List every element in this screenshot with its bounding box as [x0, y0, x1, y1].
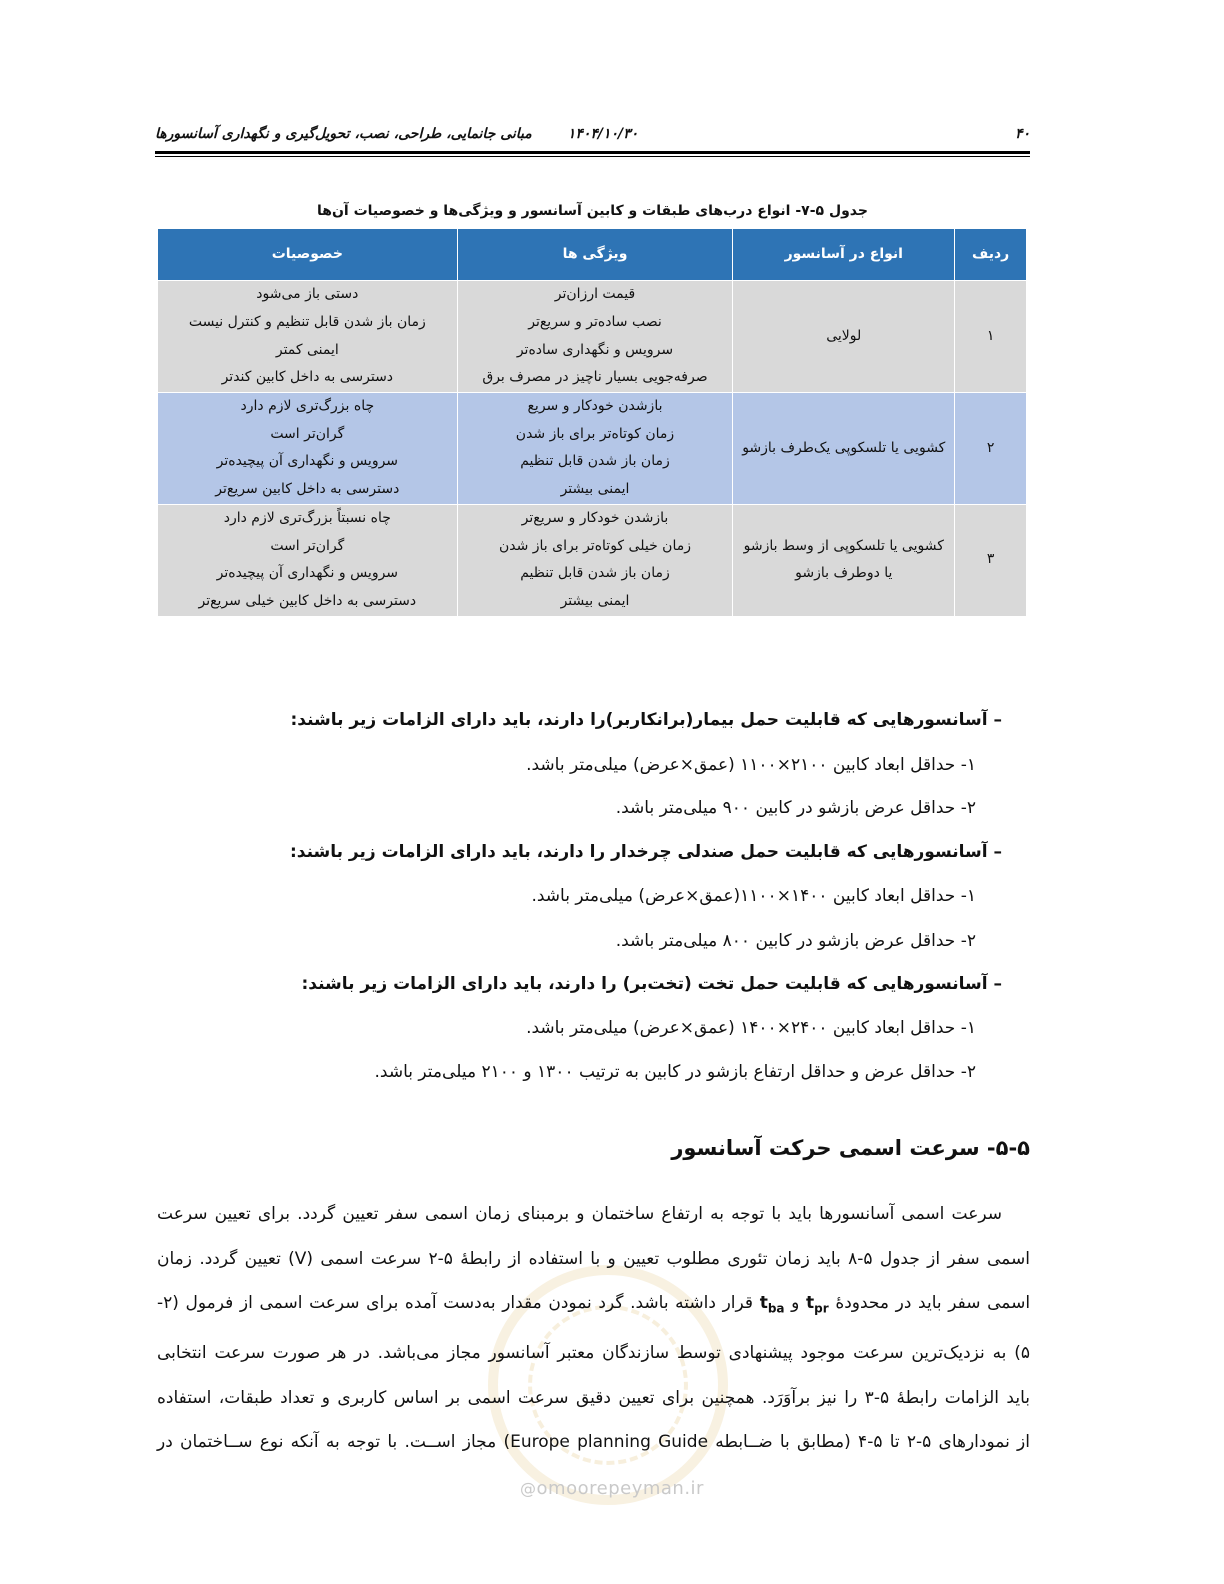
cell-line: ایمنی بیشتر — [560, 481, 630, 498]
cell-line: سرویس و نگهداری آن پیچیده‌تر — [216, 565, 399, 582]
cell-line: چاه نسبتاً بزرگ‌تری لازم دارد — [223, 509, 391, 526]
header-date: ۱۴۰۴/۱۰/۳۰ — [567, 126, 639, 142]
paragraph-line: باید الزامات رابطهٔ ۵-۳ را نیز برآوَرَد. همچنین برای تعیین دقیق سرعت اسمی بر اساس کاربری و تعداد طبقات، استفاده — [157, 1387, 1030, 1408]
cell-line: دسترسی به داخل کابین سریع‌تر — [215, 481, 400, 498]
cell-line: ایمنی بیشتر — [560, 592, 630, 609]
cell-line: قیمت ارزان‌تر — [554, 286, 636, 303]
paragraph-line: ۵) به نزدیک‌ترین سرعت موجود پیشنهادی توسط سازندگان معتبر آسانسور مجاز می‌باشد. در هر صورت سرعت انتخابی — [157, 1343, 1030, 1364]
page-number: ۴۰ — [1014, 126, 1030, 142]
watermark-at-icon: @ — [520, 1479, 537, 1498]
header-left — [155, 126, 638, 142]
header-right — [1015, 126, 1030, 142]
cell-line: زمان باز شدن قابل تنظیم — [520, 453, 670, 470]
cell-line: زمان خیلی کوتاه‌تر برای باز شدن — [498, 537, 691, 554]
line-text: اسمی سفر باید در محدودهٔ — [835, 1293, 1031, 1314]
section-title: ۵-۵- سرعت اسمی حرکت آسانسور — [671, 1136, 1030, 1160]
cell-type — [733, 393, 955, 505]
col-header-features: ویژگی ها — [457, 229, 733, 281]
table-header-row — [158, 229, 1027, 281]
cell-type — [733, 504, 955, 616]
cell-type — [733, 281, 955, 393]
cell-line: زمان باز شدن قابل تنظیم و کنترل نیست — [188, 313, 426, 330]
col-header-type: انواع در آسانسور — [733, 229, 955, 281]
cell-line: نصب ساده‌تر و سریع‌تر — [528, 313, 662, 330]
requirement-item: ۱- حداقل ابعاد کابین ۱۴۰۰×۱۱۰۰(عمق×عرض) میلی‌متر باشد. — [531, 886, 976, 906]
cell-line: دسترسی به داخل کابین کندتر — [221, 369, 394, 386]
requirement-item: ۱- حداقل ابعاد کابین ۲۱۰۰×۱۱۰۰ (عمق×عرض) میلی‌متر باشد. — [526, 755, 976, 775]
header-rule-thin — [155, 156, 1030, 157]
table-row — [158, 393, 1027, 505]
cell-properties — [158, 393, 458, 505]
cell-line: لولایی — [826, 327, 862, 344]
cell-properties — [158, 281, 458, 393]
cell-index: ۲ — [955, 393, 1027, 505]
page-header — [155, 120, 1030, 148]
door-types-table — [157, 228, 1027, 617]
cell-line: کشویی یا تلسکوپی از وسط بازشو — [743, 537, 944, 554]
cell-properties — [158, 504, 458, 616]
cell-line: ایمنی کمتر — [275, 341, 339, 358]
cell-line: دسترسی به داخل کابین خیلی سریع‌تر — [198, 592, 417, 609]
cell-features — [457, 504, 733, 616]
cell-index: ۳ — [955, 504, 1027, 616]
paragraph-line: اسمی سفر از جدول ۵-۸ باید زمان تئوری مطلوب تعیین و با استفاده از رابطهٔ ۵-۲ سرعت اسمی (V) تعیین گردد. زمان — [157, 1248, 1030, 1269]
requirement-item: ۱- حداقل ابعاد کابین ۲۴۰۰×۱۴۰۰ (عمق×عرض) میلی‌متر باشد. — [526, 1018, 976, 1038]
paragraph-line: از نمودارهای ۵-۲ تا ۵-۴ (مطابق با ضــابطه Europe planning Guide) مجاز اســت. با توجه به آنکه نوع ســاختمان در — [157, 1432, 1030, 1453]
requirement-heading-wheelchair: – آسانسورهایی که قابلیت حمل صندلی چرخدار را دارند، باید دارای الزامات زیر باشند: — [289, 842, 1002, 862]
line-text: قرار داشته باشد. گرد نمودن مقدار به‌دست آمده برای سرعت اسمی از فرمول (۲- — [157, 1293, 754, 1314]
section-paragraph — [157, 1192, 1030, 1465]
col-header-properties: خصوصیات — [158, 229, 458, 281]
cell-line: بازشدن خودکار و سریع — [527, 398, 663, 414]
cell-line: گران‌تر است — [270, 537, 345, 554]
cell-line: گران‌تر است — [270, 425, 345, 442]
t-ba-symbol: $t_{ba}$ — [759, 1293, 785, 1316]
cell-line: زمان باز شدن قابل تنظیم — [520, 565, 670, 582]
requirement-heading-stretcher: – آسانسورهایی که قابلیت حمل بیمار(برانکاربر)را دارند، باید دارای الزامات زیر باشند: — [290, 710, 1002, 730]
requirement-item: ۲- حداقل عرض و حداقل ارتفاع بازشو در کابین به ترتیب ۱۳۰۰ و ۲۱۰۰ میلی‌متر باشد. — [374, 1062, 976, 1082]
paragraph-line-formula — [157, 1281, 1030, 1331]
cell-line: کشویی یا تلسکوپی یک‌طرف بازشو — [742, 439, 946, 456]
cell-line: بازشدن خودکار و سریع‌تر — [521, 509, 669, 526]
cell-line: سرویس و نگهداری ساده‌تر — [516, 341, 674, 358]
cell-line: یا دوطرف بازشو — [795, 565, 893, 582]
cell-line: چاه بزرگ‌تری لازم دارد — [240, 398, 375, 414]
cell-line: صرفه‌جویی بسیار ناچیز در مصرف برق — [482, 369, 708, 386]
cell-index: ۱ — [955, 281, 1027, 393]
cell-line: سرویس و نگهداری آن پیچیده‌تر — [216, 453, 399, 470]
t-pr-symbol: $t_{pr}$ — [806, 1293, 829, 1316]
line-text: و — [791, 1293, 800, 1314]
table-row — [158, 504, 1027, 616]
table-row — [158, 281, 1027, 393]
table-caption: جدول ۵-۷- انواع درب‌های طبقات و کابین آسانسور و ویژگی‌ها و خصوصیات آن‌ها — [317, 203, 868, 219]
cell-features — [457, 393, 733, 505]
header-rule-thick — [155, 151, 1030, 154]
watermark-url-text: omoorepeyman.ir — [536, 1478, 704, 1499]
requirement-item: ۲- حداقل عرض بازشو در کابین ۹۰۰ میلی‌متر باشد. — [615, 798, 976, 818]
book-title: مبانی جانمایی، طراحی، نصب، تحویل‌گیری و نگهداری آسانسورها — [155, 126, 532, 142]
watermark-url — [0, 1478, 1224, 1499]
cell-features — [457, 281, 733, 393]
requirement-heading-bed: – آسانسورهایی که قابلیت حمل تخت (تخت‌بر) را دارند، باید دارای الزامات زیر باشند: — [301, 974, 1002, 994]
col-header-index: ردیف — [955, 229, 1027, 281]
paragraph-line: سرعت اسمی آسانسورها باید با توجه به ارتفاع ساختمان و برمبنای زمان اسمی سفر تعیین گردد. برای تعیین سرعت — [157, 1204, 1002, 1224]
requirement-item: ۲- حداقل عرض بازشو در کابین ۸۰۰ میلی‌متر باشد. — [615, 931, 976, 951]
cell-line: زمان کوتاه‌تر برای باز شدن — [515, 425, 675, 442]
cell-line: دستی باز می‌شود — [256, 286, 359, 303]
